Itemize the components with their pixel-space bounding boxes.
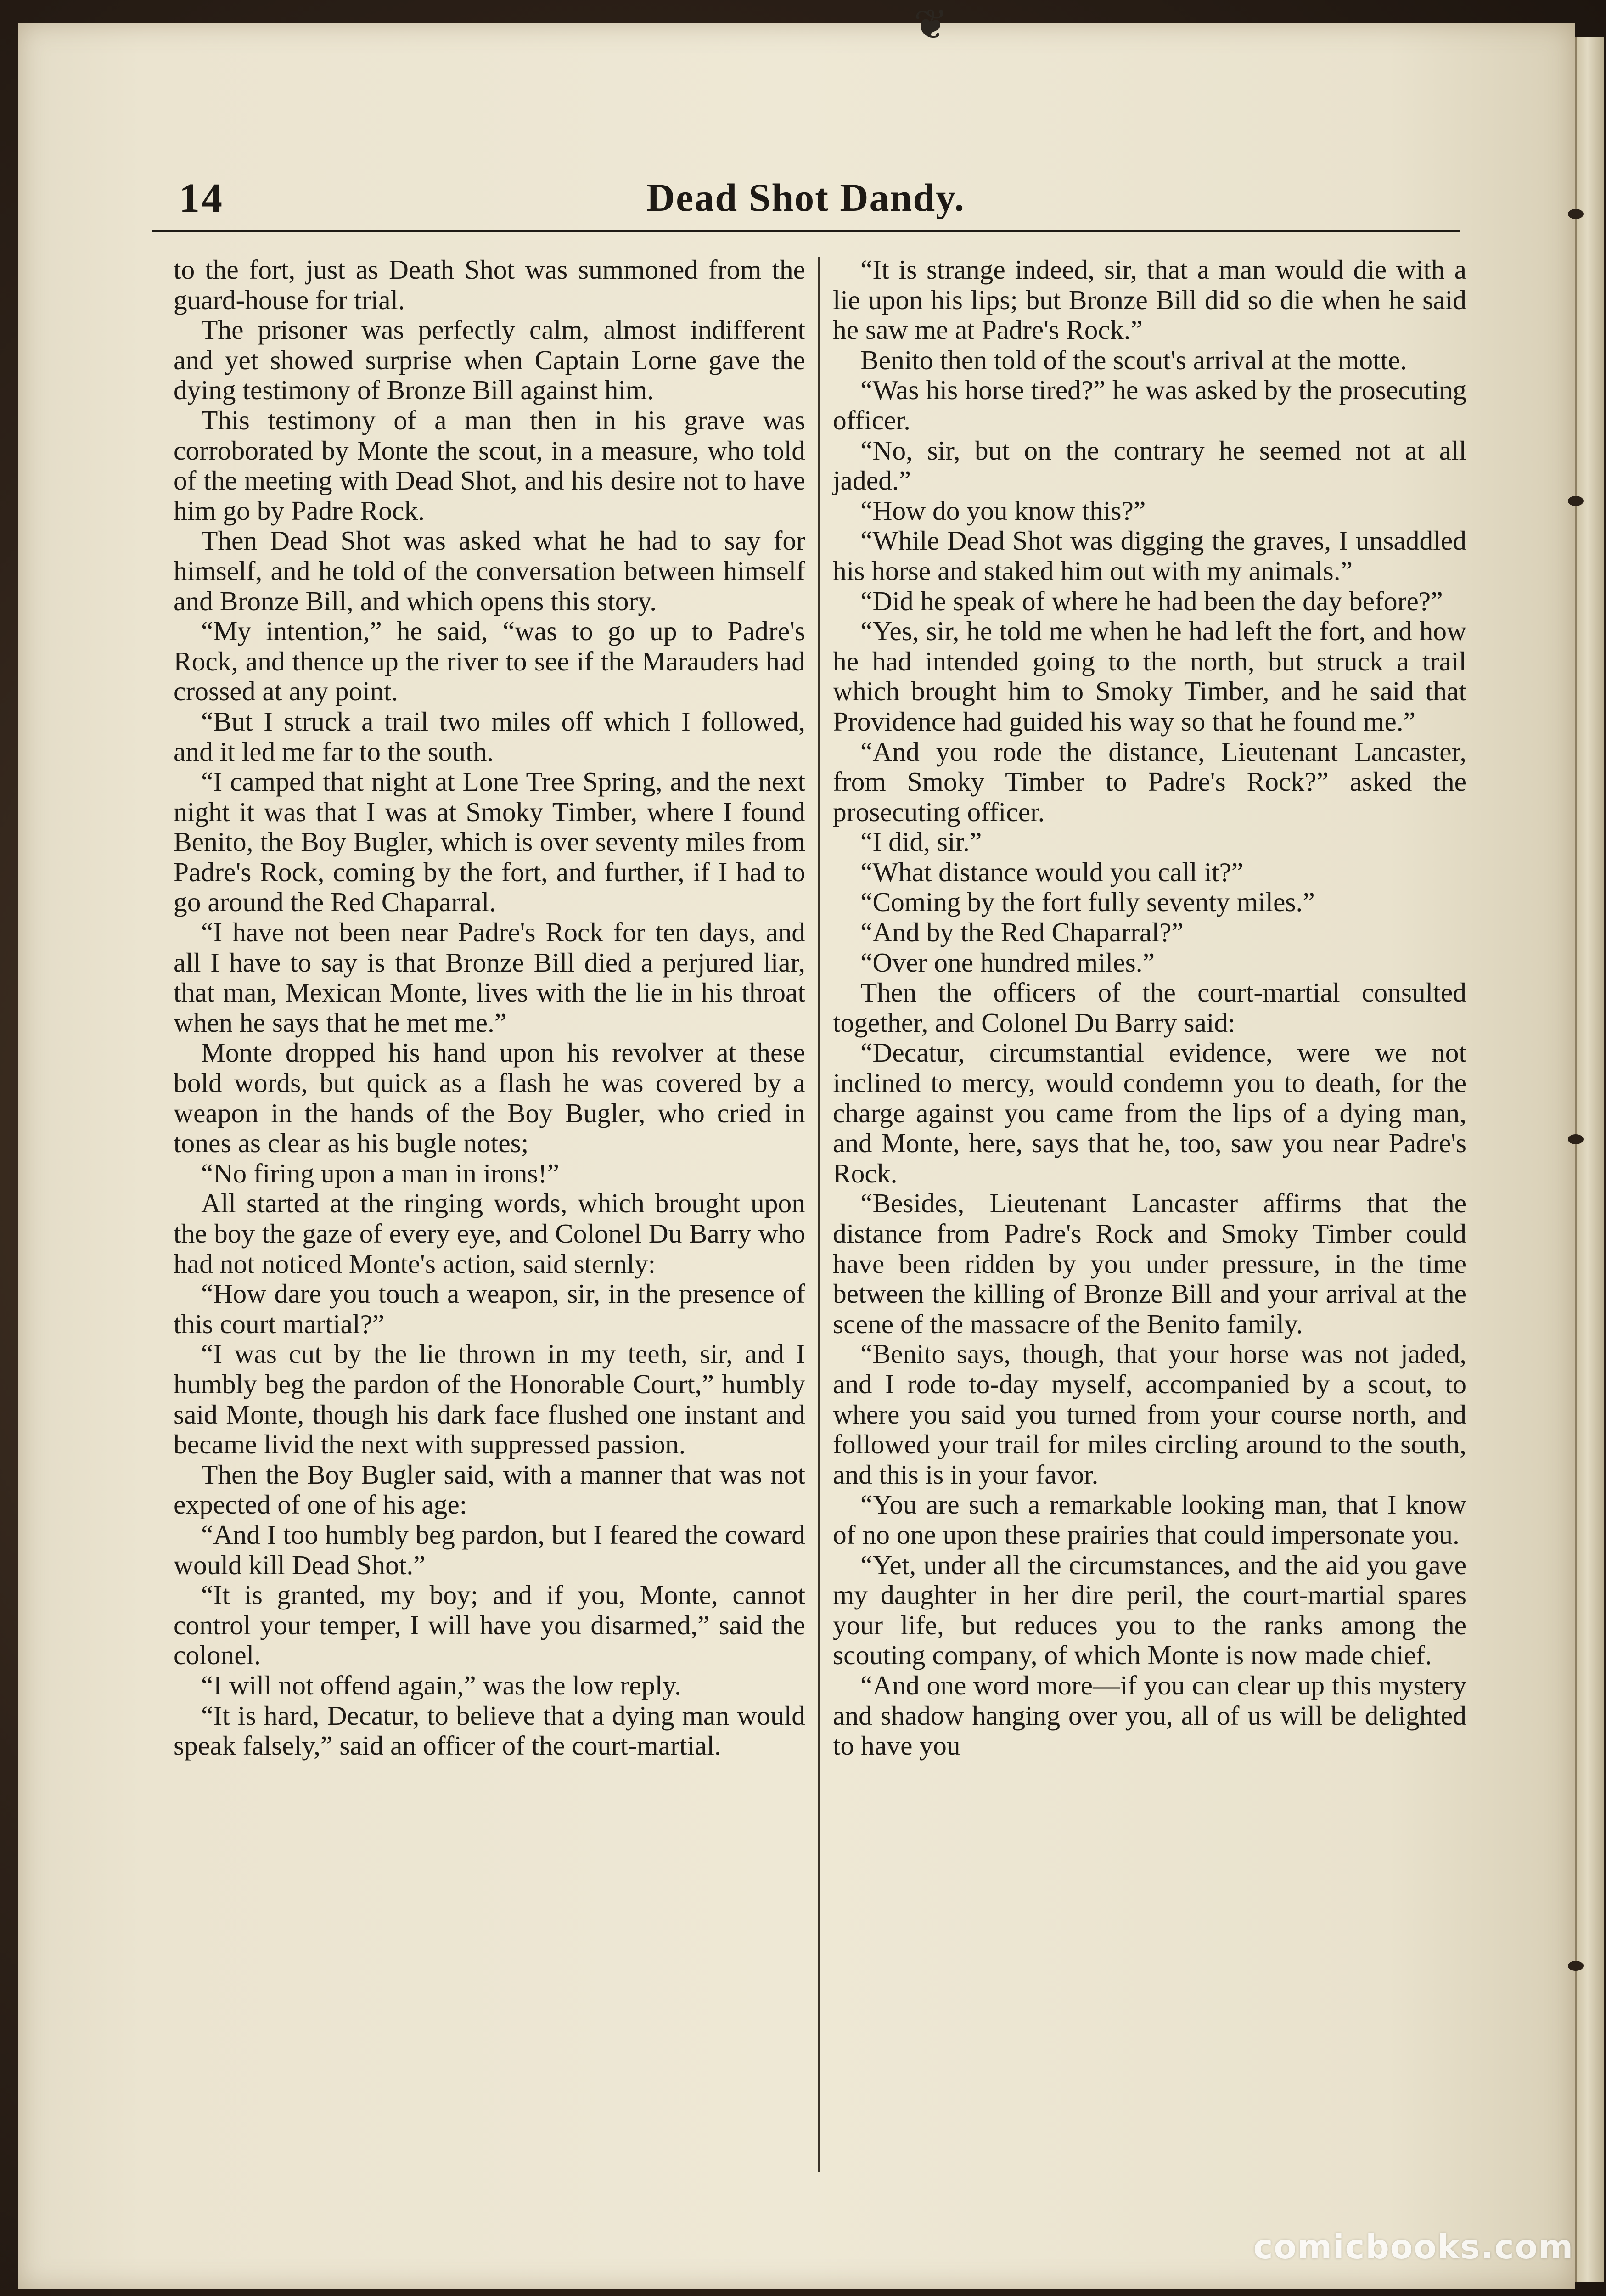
paragraph: All started at the ringing words, which brought upon the boy the gaze of every eye, and Colonel Du Barry who had not noticed Monte's action, said sternly: (174, 1188, 805, 1279)
binding-hole (1568, 209, 1584, 219)
page-header (152, 170, 1460, 239)
paragraph: “Coming by the fort fully seventy miles.” (860, 887, 1315, 917)
paragraph: “Decatur, circumstantial evidence, were we not inclined to mercy, would condemn you to death, for the charge against you came from the lips of a dying man, and Monte, here, says that he, too, saw you near Padre's Rock. (833, 1037, 1466, 1188)
paragraph: “And you rode the distance, Lieutenant Lancaster, from Smoky Timber to Padre's Rock?” asked the prosecuting officer. (833, 736, 1466, 827)
paragraph: “But I struck a trail two miles off which I followed, and it led me far to the south. (174, 706, 805, 767)
next-page-edge (1575, 37, 1604, 2282)
page-number: 14 (179, 175, 224, 221)
paragraph: “And by the Red Chaparral?” (860, 917, 1184, 948)
paragraph: “Did he speak of where he had been the day before?” (860, 585, 1443, 616)
left-column (174, 255, 805, 2183)
paragraph: “You are such a remarkable looking man, that I know of no one upon these prairies that could impersonate you. (833, 1489, 1466, 1550)
paragraph: “Was his horse tired?” he was asked by the prosecuting officer. (833, 375, 1466, 435)
paragraph: “And I too humbly beg pardon, but I feared the coward would kill Dead Shot.” (174, 1519, 805, 1580)
column-divider (818, 257, 820, 2172)
paragraph: “I will not offend again,” was the low reply. (201, 1670, 681, 1700)
paragraph: “Yet, under all the circumstances, and the aid you gave my daughter in her dire peril, the court-martial spares your life, but reduces you to the ranks among the scouting company, of which Monte is now made chief. (833, 1549, 1466, 1671)
ink-speck: ❦ (914, 2, 949, 48)
binding-hole (1568, 1961, 1584, 1971)
paragraph: Benito then told of the scout's arrival at the motte. (860, 344, 1407, 375)
paragraph: to the fort, just as Death Shot was summoned from the guard-house for trial. (174, 254, 805, 315)
paragraph: “Over one hundred miles.” (860, 947, 1155, 978)
paragraph: Monte dropped his hand upon his revolver at these bold words, but quick as a flash he was covered by a weapon in the hands of the Boy Bugler, who cried in tones as clear as his bugle notes; (174, 1037, 805, 1159)
paragraph: Then Dead Shot was asked what he had to say for himself, and he told of the conversation between himself and Bronze Bill, and which opens this story. (174, 525, 805, 616)
paragraph: “No firing upon a man in irons!” (201, 1158, 559, 1188)
paragraph: Then the officers of the court-martial consulted together, and Colonel Du Barry said: (833, 977, 1466, 1038)
paragraph: “No, sir, but on the contrary he seemed not at all jaded.” (833, 435, 1466, 496)
paragraph: “It is granted, my boy; and if you, Monte, cannot control your temper, I will have you disarmed,” said the colonel. (174, 1580, 805, 1671)
paragraph: “Benito says, though, that your horse was not jaded, and I rode to-day myself, accompanied by a scout, to where you said you turned from your course north, and followed your trail for miles circling around to the south, and this is in your favor. (833, 1339, 1466, 1490)
paragraph: “While Dead Shot was digging the graves, I unsaddled his horse and staked him out with my animals.” (833, 525, 1466, 586)
paragraph: “It is strange indeed, sir, that a man would die with a lie upon his lips; but Bronze Bill did so die when he said he saw me at Padre's Rock.” (833, 254, 1466, 345)
paragraph: “Yes, sir, he told me when he had left the fort, and how he had intended going to the north, but struck a trail which brought him to Smoky Timber, and he said that Providence had guided his way so that he found me.” (833, 616, 1466, 737)
paragraph: This testimony of a man then in his grave was corroborated by Monte the scout, in a measure, who told of the meeting with Dead Shot, and his desire not to have him go by Padre Rock. (174, 405, 805, 526)
paragraph: “I was cut by the lie thrown in my teeth, sir, and I humbly beg the pardon of the Honorable Court,” humbly said Monte, though his dark face flushed one instant and became livid the next with suppressed passion. (174, 1339, 805, 1460)
paragraph: “Besides, Lieutenant Lancaster affirms that the distance from Padre's Rock and Smoky Timber could have been ridden by you under pressure, in the time between the killing of Bronze Bill and your arrival at the scene of the massacre of the Benito family. (833, 1188, 1466, 1339)
right-column (833, 255, 1466, 2183)
paragraph: “How dare you touch a weapon, sir, in the presence of this court martial?” (174, 1278, 805, 1339)
running-title: Dead Shot Dandy. (646, 175, 965, 219)
paragraph: “How do you know this?” (860, 495, 1146, 526)
paragraph: “And one word more—if you can clear up this mystery and shadow hanging over you, all of us will be delighted to have you (833, 1670, 1466, 1761)
binding-hole (1568, 496, 1584, 506)
header-rule (152, 230, 1460, 232)
paragraph: The prisoner was perfectly calm, almost indifferent and yet showed surprise when Captain Lorne gave the dying testimony of Bronze Bill against him. (174, 315, 805, 405)
paragraph: “I did, sir.” (860, 827, 982, 857)
paragraph: “I have not been near Padre's Rock for ten days, and all I have to say is that Bronze Bill died a perjured liar, that man, Mexican Monte, lives with the lie in his throat when he says that he met me.” (174, 917, 805, 1038)
paragraph: “I camped that night at Lone Tree Spring, and the next night it was that I was at Smoky Timber, where I found Benito, the Boy Bugler, which is over seventy miles from Padre's Rock, coming by the fort, and further, if I had to go around the Red Chaparral. (174, 766, 805, 917)
binding-hole (1568, 1134, 1584, 1144)
paragraph: “It is hard, Decatur, to believe that a dying man would speak falsely,” said an officer of the court-martial. (174, 1700, 805, 1761)
watermark: comicbooks.com (1253, 2228, 1574, 2266)
paragraph: Then the Boy Bugler said, with a manner that was not expected of one of his age: (174, 1459, 805, 1520)
paragraph: “What distance would you call it?” (860, 856, 1244, 887)
paragraph: “My intention,” he said, “was to go up to Padre's Rock, and thence up the river to see if the Marauders had crossed at any point. (174, 616, 805, 707)
